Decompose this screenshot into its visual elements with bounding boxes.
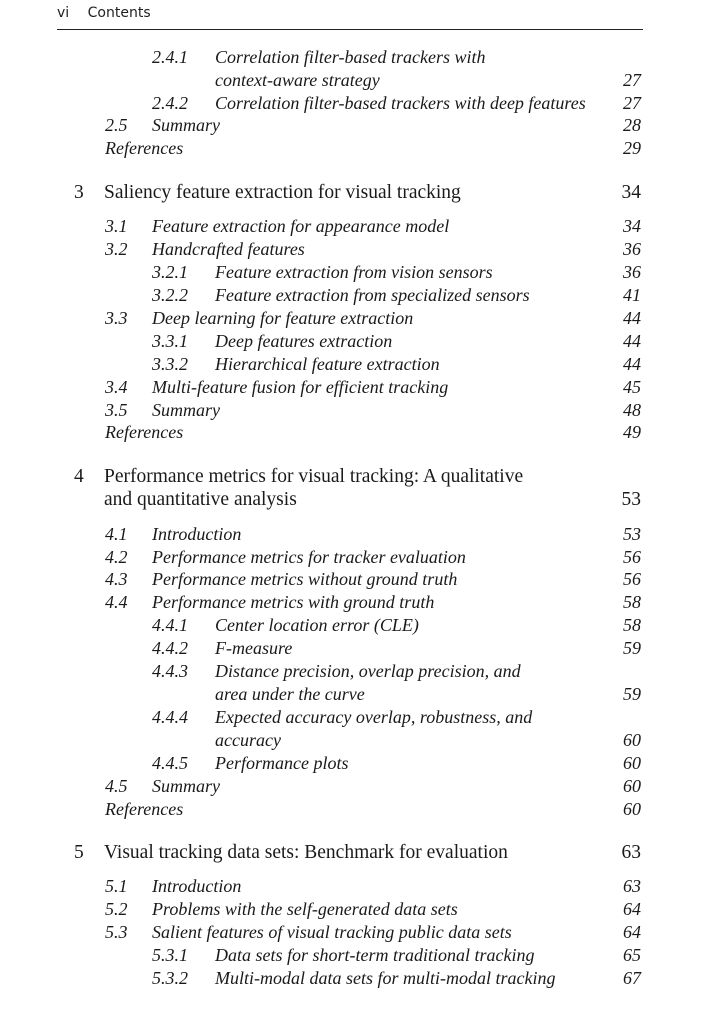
- entry-title: Multi-modal data sets for multi-modal tracking: [215, 968, 556, 988]
- entry-number: 2.4.1: [152, 47, 188, 67]
- entry-number: 3.5: [105, 400, 128, 420]
- entry-page-number: 56: [623, 547, 641, 567]
- entry-number: 2.5: [105, 115, 128, 135]
- entry-page-number: 65: [623, 945, 641, 965]
- entry-title: Introduction: [152, 876, 242, 896]
- entry-number: 3.2: [105, 239, 128, 259]
- entry-number: 4.3: [105, 569, 128, 589]
- entry-number: 5.3: [105, 922, 128, 942]
- entry-page-number: 67: [623, 968, 641, 988]
- entry-number: 5.3.2: [152, 968, 188, 988]
- entry-number: 3.2.2: [152, 285, 188, 305]
- entry-page-number: 59: [623, 638, 641, 658]
- entry-page-number: 34: [623, 216, 641, 236]
- entry-number: 4.4.5: [152, 753, 188, 773]
- entry-number: 5.3.1: [152, 945, 188, 965]
- entry-page-number: 58: [623, 615, 641, 635]
- entry-page-number: 29: [623, 138, 641, 158]
- entry-title: Summary: [152, 400, 220, 420]
- entry-page-number: 36: [623, 262, 641, 282]
- entry-title: Visual tracking data sets: Benchmark for evaluation: [104, 842, 508, 863]
- entry-page-number: 44: [623, 331, 641, 351]
- entry-page-number: 27: [623, 93, 641, 113]
- entry-title: and quantitative analysis: [104, 489, 297, 510]
- entry-title: References: [105, 138, 184, 158]
- entry-page-number: 41: [623, 285, 641, 305]
- entry-title: context-aware strategy: [215, 70, 380, 90]
- entry-number: 5: [74, 842, 84, 863]
- entry-page-number: 44: [623, 308, 641, 328]
- entry-page-number: 27: [623, 70, 641, 90]
- entry-number: 2.4.2: [152, 93, 188, 113]
- entry-title: Deep features extraction: [215, 331, 393, 351]
- entry-title: References: [105, 799, 184, 819]
- entry-title: Salient features of visual tracking public data sets: [152, 922, 512, 942]
- running-header: [57, 5, 151, 21]
- entry-page-number: 53: [623, 524, 641, 544]
- entry-page-number: 63: [623, 876, 641, 896]
- entry-title: Distance precision, overlap precision, and: [215, 661, 521, 681]
- entry-number: 3.3.2: [152, 354, 188, 374]
- entry-page-number: 60: [623, 730, 641, 750]
- entry-page-number: 60: [623, 776, 641, 796]
- entry-number: 4.4.2: [152, 638, 188, 658]
- entry-number: 4.4.3: [152, 661, 188, 681]
- entry-page-number: 60: [623, 799, 641, 819]
- entry-page-number: 28: [623, 115, 641, 135]
- entry-title: Correlation filter-based trackers with: [215, 47, 486, 67]
- header-title: Contents: [87, 5, 151, 21]
- entry-title: accuracy: [215, 730, 281, 750]
- entry-title: Deep learning for feature extraction: [152, 308, 414, 328]
- entry-number: 4: [74, 466, 84, 487]
- entry-page-number: 34: [621, 182, 641, 203]
- entry-page-number: 44: [623, 354, 641, 374]
- entry-number: 4.4: [105, 592, 128, 612]
- entry-number: 3.1: [105, 216, 128, 236]
- entry-page-number: 45: [623, 377, 641, 397]
- entry-title: Performance plots: [215, 753, 349, 773]
- entry-title: Summary: [152, 776, 220, 796]
- page-number: vi: [57, 5, 70, 21]
- entry-number: 5.1: [105, 876, 128, 896]
- entry-page-number: 56: [623, 569, 641, 589]
- entry-page-number: 53: [621, 489, 641, 510]
- entry-number: 3.3: [105, 308, 128, 328]
- entry-title: Introduction: [152, 524, 242, 544]
- entry-page-number: 36: [623, 239, 641, 259]
- entry-title: Feature extraction from specialized sensors: [215, 285, 530, 305]
- entry-page-number: 49: [623, 422, 641, 442]
- entry-title: Problems with the self-generated data sets: [152, 899, 458, 919]
- entry-title: Data sets for short-term traditional tracking: [215, 945, 535, 965]
- entry-title: Performance metrics for tracker evaluation: [152, 547, 466, 567]
- entry-number: 4.4.4: [152, 707, 188, 727]
- entry-number: 5.2: [105, 899, 128, 919]
- entry-title: References: [105, 422, 184, 442]
- entry-title: Hierarchical feature extraction: [215, 354, 440, 374]
- entry-title: Summary: [152, 115, 220, 135]
- entry-page-number: 64: [623, 922, 641, 942]
- entry-number: 4.5: [105, 776, 128, 796]
- entry-title: Saliency feature extraction for visual tracking: [104, 182, 461, 203]
- entry-number: 4.2: [105, 547, 128, 567]
- entry-page-number: 60: [623, 753, 641, 773]
- entry-page-number: 64: [623, 899, 641, 919]
- entry-title: Multi-feature fusion for efficient tracking: [152, 377, 449, 397]
- entry-title: Expected accuracy overlap, robustness, and: [215, 707, 533, 727]
- entry-page-number: 59: [623, 684, 641, 704]
- entry-title: Feature extraction for appearance model: [152, 216, 450, 236]
- entry-page-number: 63: [621, 842, 641, 863]
- entry-title: Handcrafted features: [152, 239, 305, 259]
- entry-number: 3: [74, 182, 84, 203]
- entry-title: area under the curve: [215, 684, 365, 704]
- entry-number: 3.3.1: [152, 331, 188, 351]
- entry-number: 3.2.1: [152, 262, 188, 282]
- entry-title: Performance metrics without ground truth: [152, 569, 458, 589]
- entry-page-number: 48: [623, 400, 641, 420]
- entry-number: 4.1: [105, 524, 128, 544]
- entry-title: F-measure: [215, 638, 293, 658]
- entry-page-number: 58: [623, 592, 641, 612]
- entry-number: 3.4: [105, 377, 128, 397]
- entry-title: Center location error (CLE): [215, 615, 419, 635]
- entry-title: Performance metrics for visual tracking: A qualitative: [104, 466, 524, 487]
- entry-number: 4.4.1: [152, 615, 188, 635]
- entry-title: Feature extraction from vision sensors: [215, 262, 493, 282]
- entry-title: Correlation filter-based trackers with deep features: [215, 93, 586, 113]
- header-rule: [57, 29, 643, 30]
- entry-title: Performance metrics with ground truth: [152, 592, 435, 612]
